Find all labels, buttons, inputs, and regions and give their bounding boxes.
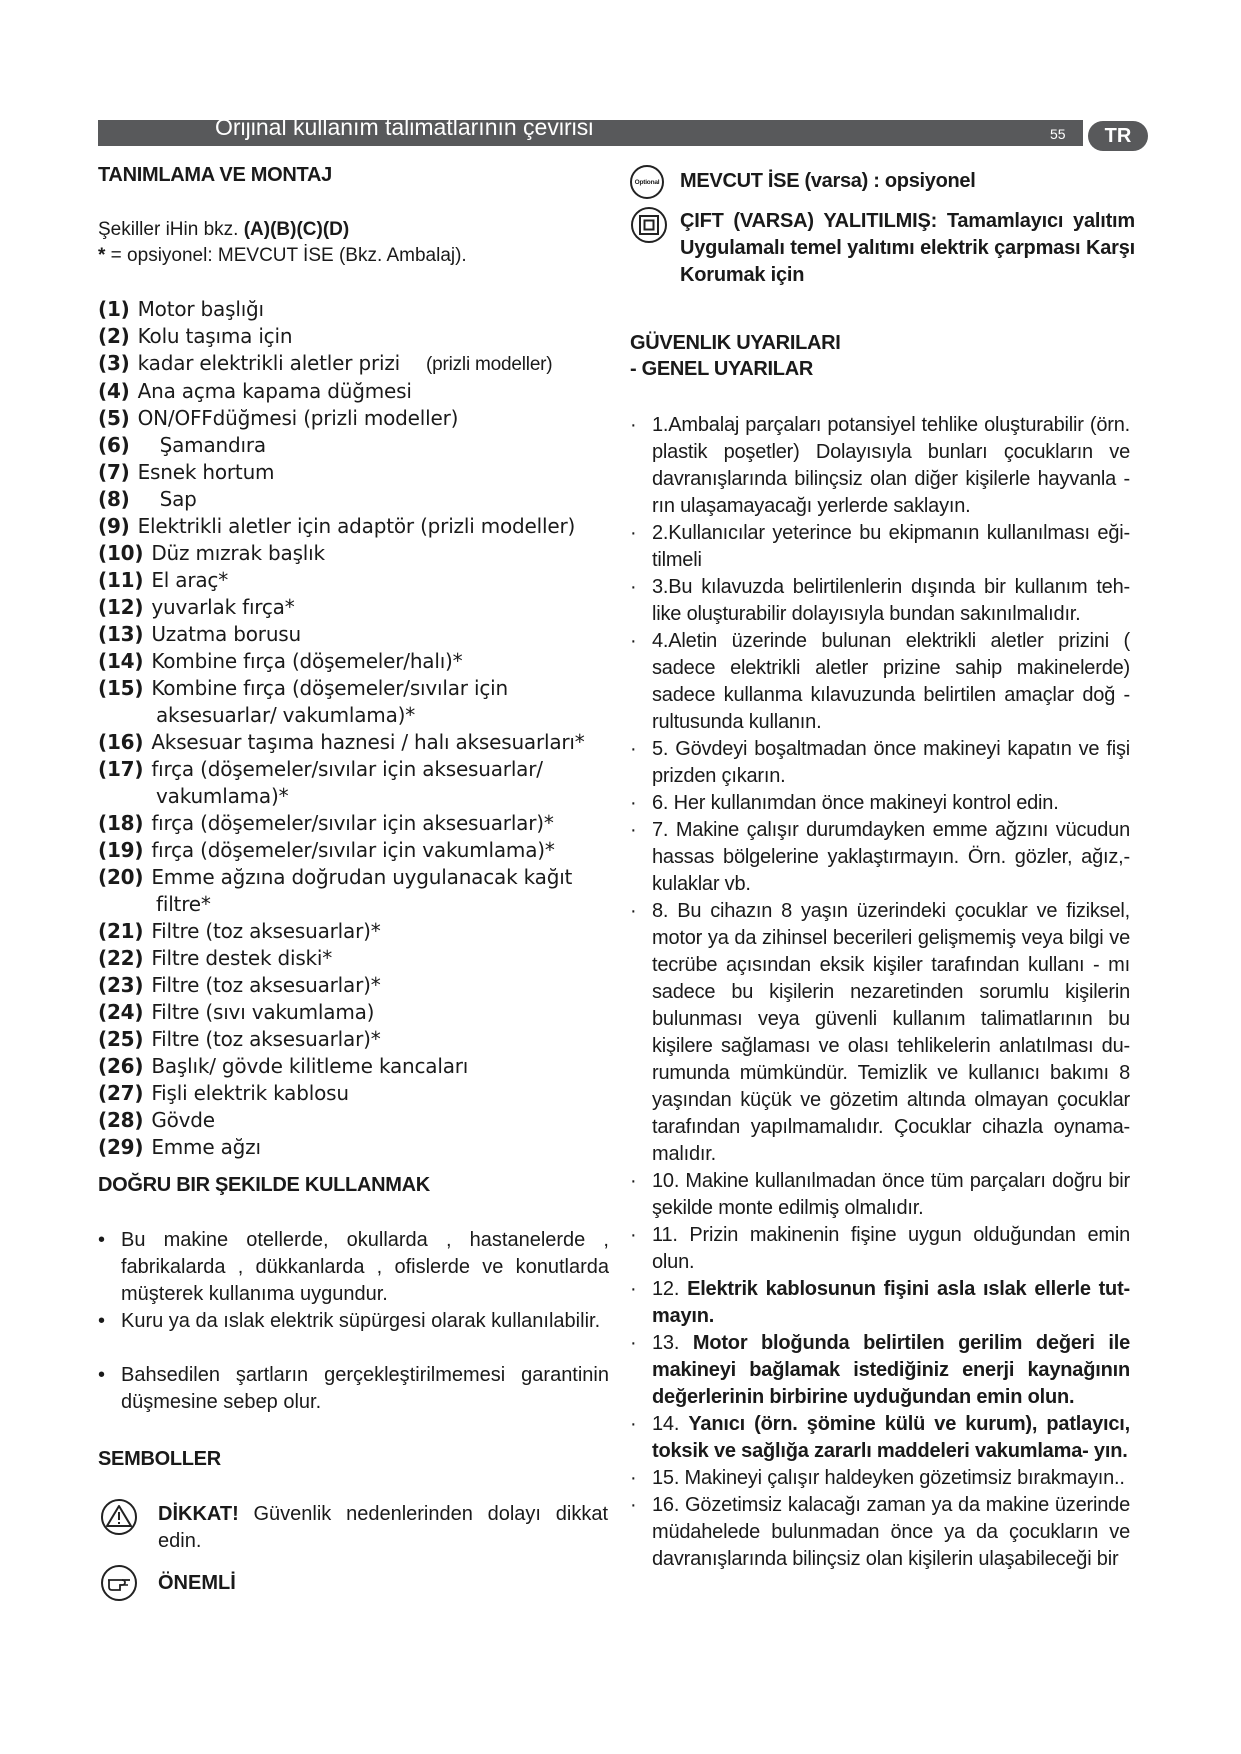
part-label: Emme ağzına doğrudan uygulanacak kağıt <box>151 865 573 889</box>
part-item <box>98 378 618 405</box>
warning-item <box>630 574 1130 628</box>
part-label: Şamandıra <box>159 433 266 457</box>
part-item <box>98 1080 618 1107</box>
warning-item <box>630 1330 1131 1411</box>
part-number: (6) <box>98 433 130 457</box>
symbol-important: ÖNEMLİ <box>158 1572 236 1594</box>
part-number: (21) <box>98 919 144 943</box>
part-item <box>98 405 618 432</box>
part-number: (4) <box>98 379 130 403</box>
symbol-attention-label: DİKKAT! <box>158 1503 239 1525</box>
warning-text: 4.Aletin üzerinde bulunan elektrikli aletler prizini ( sadece elektrikli aletler prizine sahip makinelerde) sadece kullanma kılavuzunda belirtilen amaçlar doğ - rultusunda kullanın. <box>652 630 1130 733</box>
part-item <box>98 594 618 621</box>
warning-text-bold: Elektrik kablosunun fişini asla ıslak ellerle tut- mayın. <box>652 1278 1130 1327</box>
part-item <box>98 1026 618 1053</box>
bullet-dot: • <box>98 1364 106 1386</box>
part-label: Filtre (sıvı vakumlama) <box>151 1000 375 1024</box>
warning-item <box>630 1492 1130 1573</box>
warnings-list <box>630 412 1131 1573</box>
part-label: Elektrikli aletler için adaptör (prizli modeller) <box>137 514 576 538</box>
part-item <box>98 486 618 513</box>
pointing-hand-icon <box>100 1564 138 1607</box>
symbol-attention <box>158 1501 608 1555</box>
part-item-continuation: aksesuarlar/ vakumlama)* <box>156 703 416 727</box>
warning-bullet: · <box>630 630 637 652</box>
part-item <box>98 945 618 972</box>
warning-item <box>630 1168 1130 1222</box>
part-label: kadar elektrikli aletler prizi <box>137 351 400 375</box>
part-label: Filtre destek diski* <box>151 946 333 970</box>
warning-text: 2.Kullanıcılar yeterince bu ekipmanın kullanılması eği- tilmeli <box>652 522 1130 571</box>
warning-text: 7. Makine çalışır durumdayken emme ağzını vücudun hassas bölgelerine yaklaştırmayın. Örn. gözler, ağız,- kulaklar vb. <box>652 819 1130 895</box>
part-number: (28) <box>98 1108 144 1132</box>
warning-bullet: · <box>630 1413 637 1435</box>
part-number: (9) <box>98 514 130 538</box>
optional-icon-label: Optional <box>634 178 660 186</box>
part-number: (11) <box>98 568 144 592</box>
part-label: yuvarlak fırça* <box>151 595 295 619</box>
warning-item <box>630 412 1130 520</box>
part-label: Filtre (toz aksesuarlar)* <box>151 1027 381 1051</box>
part-label: El araç* <box>151 568 229 592</box>
part-label: Başlık/ gövde kilitleme kancaları <box>151 1054 469 1078</box>
part-number: (5) <box>98 406 130 430</box>
part-number: (20) <box>98 865 144 889</box>
warning-bullet: · <box>630 414 637 436</box>
part-number: (27) <box>98 1081 144 1105</box>
part-item <box>98 350 618 378</box>
part-item <box>98 918 618 945</box>
warning-bullet: · <box>630 792 637 814</box>
bullet-dot: • <box>98 1229 106 1251</box>
part-label: Düz mızrak başlık <box>151 541 325 565</box>
part-label: Ana açma kapama düğmesi <box>137 379 412 403</box>
warning-text: 8. Bu cihazın 8 yaşın üzerindeki çocuklar ve fiziksel, motor ya da zihinsel becerileri gelişmemiş veya bilgi ve tecrübe açısından eksik kişiler tarafından kullanı - mı sadece bu kişilerin nezaretinden sorumlu kişilerin bulunması veya güvenli kullanım talimatlarının bu kişilere sağlaması ve olası tehlikelerin anlatılması du- rumunda mümkündür. Temizlik ve kullanıcı bakımı 8 yaşından küçük ve gözetim altında olmayan çocuklar tarafından yapılmamalıdır. Çocuklar cihazla oynama- malıdır. <box>652 900 1130 1165</box>
part-item <box>98 296 618 323</box>
part-number: (29) <box>98 1135 144 1159</box>
usage-bullet <box>98 1362 609 1416</box>
part-label: Fişli elektrik kablosu <box>151 1081 349 1105</box>
warning-item <box>630 628 1130 736</box>
part-label: Sap <box>159 487 197 511</box>
part-item <box>98 648 618 675</box>
part-number: (17) <box>98 757 144 781</box>
warning-bullet: · <box>630 1332 637 1354</box>
part-number: (25) <box>98 1027 144 1051</box>
warning-bullet: · <box>630 1494 637 1516</box>
part-item <box>98 1107 618 1134</box>
warning-text: 6. Her kullanımdan önce makineyi kontrol edin. <box>652 792 1059 814</box>
part-item <box>98 972 618 999</box>
warning-item <box>630 1465 1130 1492</box>
part-number: (10) <box>98 541 144 565</box>
warning-bullet: · <box>630 1467 637 1489</box>
warning-item <box>630 1222 1130 1276</box>
part-number: (22) <box>98 946 144 970</box>
optional-note <box>98 244 467 268</box>
part-label: Kolu taşıma için <box>137 324 293 348</box>
part-item <box>98 999 618 1026</box>
symbol-double-insulated: ÇIFT (VARSA) YALITILMIŞ: Tamamlayıcı yalıtım Uygulamalı temel yalıtımı elektrik çarpması Karşı Korumak için <box>680 210 1135 286</box>
part-number: (19) <box>98 838 144 862</box>
header-title: Orijinal kullanım talimatlarının çevirisi <box>215 114 594 140</box>
warning-bullet: · <box>630 522 637 544</box>
optional-star: * <box>98 245 106 266</box>
warning-number: 14. <box>652 1413 689 1435</box>
part-label: Filtre (toz aksesuarlar)* <box>151 973 381 997</box>
part-label: fırça (döşemeler/sıvılar için vakumlama)* <box>151 838 555 862</box>
warning-item <box>630 898 1130 1168</box>
part-label: ON/OFFdüğmesi (prizli modeller) <box>137 406 459 430</box>
part-number: (12) <box>98 595 144 619</box>
symbol-attention-text: Güvenlik nedenlerinden dolayı dikkat edin. <box>158 1503 608 1552</box>
warning-text: 3.Bu kılavuzda belirtilenlerin dışında bir kullanım teh- like oluşturabilir dolayısıyla bundan sakınılmalıdır. <box>652 576 1130 625</box>
warning-number: 12. <box>652 1278 688 1300</box>
warning-text-bold: Motor bloğunda belirtilen gerilim değeri ile makineyi bağlamak istediğiniz enerji kaynağının değerlerinin birbirine uyduğundan emin olun. <box>652 1332 1131 1408</box>
part-number: (18) <box>98 811 144 835</box>
part-item <box>98 729 618 756</box>
double-insulation-icon <box>630 206 668 249</box>
part-number: (24) <box>98 1000 144 1024</box>
part-number: (7) <box>98 460 130 484</box>
warning-text: 16. Gözetimsiz kalacağı zaman ya da makine üzerinde müdahelede bulunmadan önce ya da çocukların ve davranışlarında bilinçsiz olan kişilerin ulaşabileceği bir <box>652 1494 1130 1570</box>
part-label: Uzatma borusu <box>151 622 301 646</box>
part-label-extra: (prizli modeller) <box>425 354 553 375</box>
warning-bullet: · <box>630 1278 637 1300</box>
part-label: Kombine fırça (döşemeler/halı)* <box>151 649 463 673</box>
page-number: 55 <box>1050 126 1066 142</box>
warning-text: 5. Gövdeyi boşaltmadan önce makineyi kapatın ve fişi prizden çıkarın. <box>652 738 1130 787</box>
part-number: (13) <box>98 622 144 646</box>
part-item <box>98 540 618 567</box>
section-title-symbols: SEMBOLLER <box>98 1448 221 1470</box>
warning-triangle-icon <box>100 1498 138 1541</box>
part-number: (14) <box>98 649 144 673</box>
warning-bullet: · <box>630 819 637 841</box>
part-item-continuation: vakumlama)* <box>156 784 289 808</box>
warning-text: 10. Makine kullanılmadan önce tüm parçaları doğru bir şekilde monte edilmiş olmalıdır. <box>652 1170 1130 1219</box>
part-label: Kombine fırça (döşemeler/sıvılar için <box>151 676 508 700</box>
warning-item <box>630 1411 1131 1465</box>
warning-bullet: · <box>630 1170 637 1192</box>
part-item <box>98 567 618 594</box>
part-item <box>98 756 618 783</box>
figures-reference-letters: (A)(B)(C)(D) <box>243 219 350 240</box>
usage-bullet-text: Kuru ya da ıslak elektrik süpürgesi olarak kullanılabilir. <box>121 1310 601 1332</box>
part-number: (15) <box>98 676 144 700</box>
optional-icon <box>630 165 664 199</box>
part-number: (23) <box>98 973 144 997</box>
part-item <box>98 1053 618 1080</box>
usage-bullet-text: Bu makine otellerde, okullarda , hastanelerde , fabrikalarda , dükkanlarda , ofislerde ve konutlarda müşterek kullanıma uygundur. <box>121 1229 609 1305</box>
warning-text: 15. Makineyi çalışır haldeyken gözetimsiz bırakmayın.. <box>652 1467 1125 1489</box>
warning-bullet: · <box>630 738 637 760</box>
warning-text: 11. Prizin makinenin fişine uygun olduğundan emin olun. <box>652 1224 1130 1273</box>
warning-item <box>630 736 1130 790</box>
warning-text: 1.Ambalaj parçaları potansiyel tehlike oluşturabilir (örn. plastik poşetler) Dolayısıyla bunları çocukların ve davranışlarında bilinçsiz olan diğer kişilerle hayvanla - rın ulaşamayacağı yerlerde saklayın. <box>652 414 1130 517</box>
section-title-identification: TANIMLAMA VE MONTAJ <box>98 164 332 186</box>
warning-text-bold: Yanıcı (örn. şömine külü ve kurum), patlayıcı, toksik ve sağlığa zararlı maddeleri vakumlama- yın. <box>652 1413 1131 1462</box>
section-subtitle-general: - GENEL UYARILAR <box>630 358 814 380</box>
part-label: Aksesuar taşıma haznesi / halı aksesuarları* <box>151 730 585 754</box>
usage-bullet <box>98 1227 609 1308</box>
part-label: Emme ağzı <box>151 1135 261 1159</box>
section-title-usage: DOĞRU BIR ŞEKILDE KULLANMAK <box>98 1174 430 1196</box>
part-item <box>98 513 618 540</box>
warning-bullet: · <box>630 900 637 922</box>
warning-item <box>630 520 1130 574</box>
warning-item <box>630 817 1130 898</box>
part-label: fırça (döşemeler/sıvılar için aksesuarlar)* <box>151 811 554 835</box>
part-item <box>98 432 618 459</box>
part-label: Esnek hortum <box>137 460 275 484</box>
part-number: (3) <box>98 351 130 375</box>
figures-reference-prefix: Şekiller iHin bkz. <box>98 219 244 240</box>
optional-note-text: = opsiyonel: MEVCUT İSE (Bkz. Ambalaj). <box>105 245 467 266</box>
warning-bullet: · <box>630 1224 637 1246</box>
symbol-optional: MEVCUT İSE (varsa) : opsiyonel <box>680 170 976 192</box>
part-item <box>98 621 618 648</box>
part-number: (16) <box>98 730 144 754</box>
part-label: fırça (döşemeler/sıvılar için aksesuarlar/ <box>151 757 543 781</box>
part-item <box>98 864 618 891</box>
part-label: Filtre (toz aksesuarlar)* <box>151 919 381 943</box>
part-item-continuation: filtre* <box>156 892 211 916</box>
part-item <box>98 1134 618 1161</box>
part-label: Motor başlığı <box>137 297 264 321</box>
part-number: (8) <box>98 487 130 511</box>
part-item <box>98 323 618 350</box>
warning-number: 13. <box>652 1332 693 1354</box>
part-number: (2) <box>98 324 130 348</box>
warning-item <box>630 1276 1130 1330</box>
part-item <box>98 675 618 702</box>
figures-reference <box>98 218 349 242</box>
part-number: (1) <box>98 297 130 321</box>
warning-bullet: · <box>630 576 637 598</box>
part-item <box>98 837 618 864</box>
part-number: (26) <box>98 1054 144 1078</box>
usage-bullet <box>98 1308 609 1335</box>
parts-list <box>98 296 618 1161</box>
part-item <box>98 459 618 486</box>
part-item <box>98 810 618 837</box>
usage-bullet-text: Bahsedilen şartların gerçekleştirilmemesi garantinin düşmesine sebep olur. <box>121 1364 609 1413</box>
warning-item <box>630 790 1130 817</box>
bullet-dot: • <box>98 1310 106 1332</box>
language-badge: TR <box>1088 121 1148 151</box>
section-title-safety: GÜVENLIK UYARILARI <box>630 332 841 354</box>
part-label: Gövde <box>151 1108 215 1132</box>
